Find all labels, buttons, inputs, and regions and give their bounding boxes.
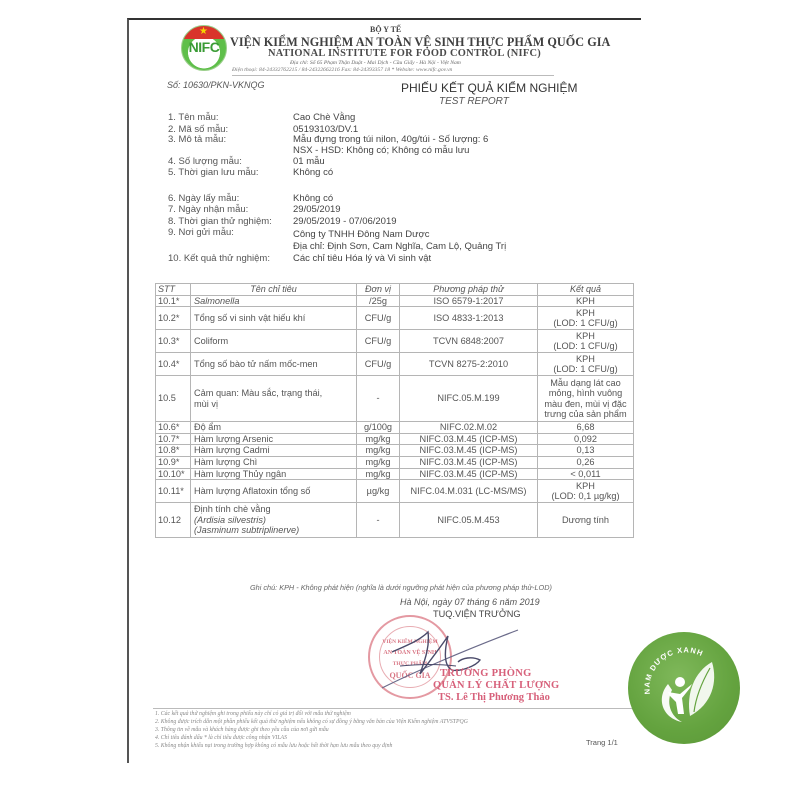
cell-unit: mg/kg	[357, 468, 400, 480]
cell-unit: mg/kg	[357, 433, 400, 445]
results-table	[155, 283, 634, 538]
cell-stt: 10.7*	[156, 433, 191, 445]
place-date: Hà Nội, ngày 07 tháng 6 năm 2019	[400, 597, 540, 607]
cell-unit: -	[357, 503, 400, 538]
cell-unit: -	[357, 376, 400, 422]
signer-department: QUẢN LÝ CHẤT LƯỢNG	[433, 680, 560, 691]
result-lod: (LOD: 1 CFU/g)	[553, 318, 618, 329]
cell-method: NIFC.03.M.45 (ICP-MS)	[400, 445, 538, 457]
cell-unit: mg/kg	[357, 456, 400, 468]
cell-criterion: Salmonella	[191, 295, 357, 307]
cell-criterion: Hàm lượng Chì	[191, 456, 357, 468]
cell-method: NIFC.03.M.45 (ICP-MS)	[400, 468, 538, 480]
cell-method: NIFC.03.M.45 (ICP-MS)	[400, 433, 538, 445]
field-value: 29/05/2019	[293, 204, 341, 215]
footnote: 1. Các kết quả thử nghiệm ghi trong phiếu này chỉ có giá trị đối với mẫu thử nghiệm	[155, 711, 351, 717]
institute-address: Địa chỉ: Số 65 Phạm Thận Duật - Mai Dịch - Cầu Giấy - Hà Nội - Việt Nam	[290, 60, 461, 66]
table-note: Ghi chú: KPH - Không phát hiện (nghĩa là dưới ngưỡng phát hiện của phương pháp thử-LOD)	[250, 583, 552, 592]
cell-method: NIFC.05.M.453	[400, 503, 538, 538]
table-row	[156, 307, 634, 330]
header-result: Kết quả	[538, 284, 634, 296]
brand-logo-icon	[628, 632, 740, 744]
cell-result	[538, 376, 634, 422]
criterion-line: Cảm quan: Màu sắc, trạng thái,	[194, 388, 323, 399]
field-value: Không có	[293, 167, 334, 178]
stamp-text: THỰC PHẨM	[392, 661, 428, 667]
field-value-line2: Địa chỉ: Định Sơn, Cam Nghĩa, Cam Lộ, Quảng Trị	[293, 241, 507, 252]
cell-method: ISO 6579-1:2017	[400, 295, 538, 307]
institute-contact: Điện thoại: 84-24332762215 / 84-24322662216 Fax: 84-24393357 18 * Website: www.nifc.gov.vn	[232, 67, 453, 73]
cell-criterion: Tổng số bào tử nấm mốc-men	[191, 353, 357, 376]
field-label: 7. Ngày nhận mẫu:	[168, 204, 249, 215]
result-lod: (LOD: 1 CFU/g)	[553, 341, 618, 352]
field-value-line2: NSX - HSD: Không có; Không có mẫu lưu	[293, 145, 470, 156]
field-label: 2. Mã số mẫu:	[168, 124, 229, 135]
field-value: Công ty TNHH Đông Nam Dược	[293, 229, 430, 240]
cell-unit: CFU/g	[357, 307, 400, 330]
field-value: Cao Chè Vằng	[293, 112, 356, 123]
field-label: 1. Tên mẫu:	[168, 112, 219, 123]
result-line: Mẫu dạng lát cao	[550, 377, 621, 388]
cell-unit: µg/kg	[357, 480, 400, 503]
document-number: Số: 10630/PKN-VKNQG	[167, 80, 265, 90]
cell-result	[538, 353, 634, 376]
criterion-scientific-name: (Ardisia silvestris)	[194, 514, 266, 525]
cell-stt: 10.1*	[156, 295, 191, 307]
cell-result	[538, 330, 634, 353]
table-row	[156, 376, 634, 422]
field-label: 10. Kết quả thử nghiệm:	[168, 253, 270, 264]
cell-stt: 10.11*	[156, 480, 191, 503]
table-row	[156, 433, 634, 445]
cell-unit: CFU/g	[357, 353, 400, 376]
table-row	[156, 445, 634, 457]
nam-duoc-xanh-badge	[628, 632, 740, 744]
cell-method: ISO 4833-1:2013	[400, 307, 538, 330]
stamp-text: VIỆN KIỂM NGHIỆM	[382, 639, 438, 645]
field-label: 6. Ngày lấy mẫu:	[168, 193, 240, 204]
institute-name-en: NATIONAL INSTITUTE FOR FOOD CONTROL (NIFC)	[268, 48, 542, 59]
stamp-text: QUỐC GIA	[389, 671, 431, 680]
cell-stt: 10.2*	[156, 307, 191, 330]
cell-stt: 10.5	[156, 376, 191, 422]
table-row	[156, 422, 634, 434]
page-number: Trang 1/1	[586, 738, 618, 747]
footnote: 4. Chỉ tiêu đánh dấu * là chỉ tiêu được công nhận VILAS	[155, 735, 288, 741]
result-lod: (LOD: 0,1 µg/kg)	[551, 491, 620, 502]
field-value: 29/05/2019 - 07/06/2019	[293, 216, 397, 227]
criterion-line: mùi vị	[194, 398, 218, 409]
cell-method: NIFC.05.M.199	[400, 376, 538, 422]
result-lod: (LOD: 1 CFU/g)	[553, 364, 618, 375]
cell-criterion	[191, 503, 357, 538]
table-row	[156, 330, 634, 353]
result-line: màu đen, mùi vị đặc	[544, 398, 627, 409]
institute-name-vi: VIỆN KIỂM NGHIỆM AN TOÀN VỆ SINH THỰC PHẨM QUỐC GIA	[230, 35, 611, 49]
header-criterion: Tên chỉ tiêu	[191, 284, 357, 296]
cell-criterion: Hàm lượng Cadmi	[191, 445, 357, 457]
report-subtitle: TEST REPORT	[439, 96, 509, 107]
field-label: 4. Số lượng mẫu:	[168, 156, 242, 167]
table-row	[156, 456, 634, 468]
field-value: Mẫu đựng trong túi nilon, 40g/túi - Số lượng: 6	[293, 134, 489, 145]
field-label: 9. Nơi gửi mẫu:	[168, 227, 234, 238]
cell-stt: 10.9*	[156, 456, 191, 468]
cell-result: 0,092	[538, 433, 634, 445]
result-line: trưng của sản phẩm	[544, 409, 627, 420]
cell-result: 0,26	[538, 456, 634, 468]
table-row	[156, 295, 634, 307]
header-stt: STT	[156, 284, 191, 296]
table-header-row	[156, 284, 634, 296]
cell-method: NIFC.04.M.031 (LC-MS/MS)	[400, 480, 538, 503]
result-line: KPH	[576, 330, 595, 341]
table-row	[156, 468, 634, 480]
cell-result: < 0,011	[538, 468, 634, 480]
footnote: 3. Thông tin về mẫu và khách hàng được ghi theo yêu cầu của nơi gửi mẫu	[155, 727, 329, 733]
logo-text: NIFC	[188, 39, 220, 55]
criterion-line: Định tính chè vằng	[194, 504, 271, 515]
cell-unit: g/100g	[357, 422, 400, 434]
footnote: 5. Không nhận khiếu nại trong trường hợp không có mẫu lưu hoặc hết thời hạn lưu mẫu theo quy định	[155, 743, 393, 749]
field-label: 3. Mô tả mẫu:	[168, 134, 227, 145]
cell-criterion: Tổng số vi sinh vật hiếu khí	[191, 307, 357, 330]
star-icon: ★	[199, 26, 208, 37]
cell-stt: 10.3*	[156, 330, 191, 353]
signer-name: TS. Lê Thị Phương Thảo	[438, 692, 550, 703]
result-line: KPH	[576, 353, 595, 364]
cell-method: TCVN 8275-2:2010	[400, 353, 538, 376]
stamp-text: AN TOÀN VỆ SINH	[383, 650, 437, 656]
table-row	[156, 480, 634, 503]
cell-stt: 10.6*	[156, 422, 191, 434]
cell-method: NIFC.02.M.02	[400, 422, 538, 434]
header-divider	[232, 75, 554, 76]
cell-result	[538, 480, 634, 503]
cell-result	[538, 307, 634, 330]
field-value: Các chỉ tiêu Hóa lý và Vi sinh vật	[293, 253, 432, 264]
cell-criterion: Hàm lượng Arsenic	[191, 433, 357, 445]
field-value: 01 mẫu	[293, 156, 325, 167]
cell-stt: 10.8*	[156, 445, 191, 457]
footer-divider	[153, 708, 633, 709]
footnote: 2. Không được trích dẫn một phần phiếu kết quả thử nghiệm nếu không có sự đồng ý bằng văn bản của Viện Kiểm nghiệm ATVSTPQG	[155, 719, 468, 725]
result-line: mỏng, hình vuông	[548, 388, 623, 399]
on-behalf-title: TUQ.VIỆN TRƯỞNG	[433, 609, 521, 619]
result-line: KPH	[576, 480, 595, 491]
field-label: 5. Thời gian lưu mẫu:	[168, 167, 259, 178]
badge-text: NAM DƯỢC XANH	[642, 645, 705, 695]
cell-result: 0,13	[538, 445, 634, 457]
cell-stt: 10.4*	[156, 353, 191, 376]
table-row	[156, 503, 634, 538]
cell-criterion: Độ ẩm	[191, 422, 357, 434]
cell-method: TCVN 6848:2007	[400, 330, 538, 353]
cell-criterion: Hàm lượng Thủy ngân	[191, 468, 357, 480]
field-value: Không có	[293, 193, 334, 204]
criterion-scientific-name: (Jasminum subtriplinerve)	[194, 525, 300, 536]
cell-criterion: Coliform	[191, 330, 357, 353]
report-title: PHIẾU KẾT QUẢ KIỂM NGHIỆM	[401, 81, 578, 95]
cell-result: KPH	[538, 295, 634, 307]
nifc-logo	[181, 25, 227, 71]
table-row	[156, 353, 634, 376]
cell-stt: 10.12	[156, 503, 191, 538]
cell-result: 6,68	[538, 422, 634, 434]
header-unit: Đơn vị	[357, 284, 400, 296]
cell-unit: /25g	[357, 295, 400, 307]
cell-stt: 10.10*	[156, 468, 191, 480]
result-line: KPH	[576, 307, 595, 318]
cell-unit: CFU/g	[357, 330, 400, 353]
cell-criterion	[191, 376, 357, 422]
signer-role: TRƯỞNG PHÒNG	[440, 668, 532, 679]
ministry-name: BỘ Y TẾ	[370, 25, 402, 34]
cell-method: NIFC.03.M.45 (ICP-MS)	[400, 456, 538, 468]
cell-result: Dương tính	[538, 503, 634, 538]
field-value: 05193103/DV.1	[293, 124, 359, 135]
cell-unit: mg/kg	[357, 445, 400, 457]
header-method: Phương pháp thử	[400, 284, 538, 296]
cell-criterion: Hàm lượng Aflatoxin tổng số	[191, 480, 357, 503]
field-label: 8. Thời gian thử nghiệm:	[168, 216, 272, 227]
